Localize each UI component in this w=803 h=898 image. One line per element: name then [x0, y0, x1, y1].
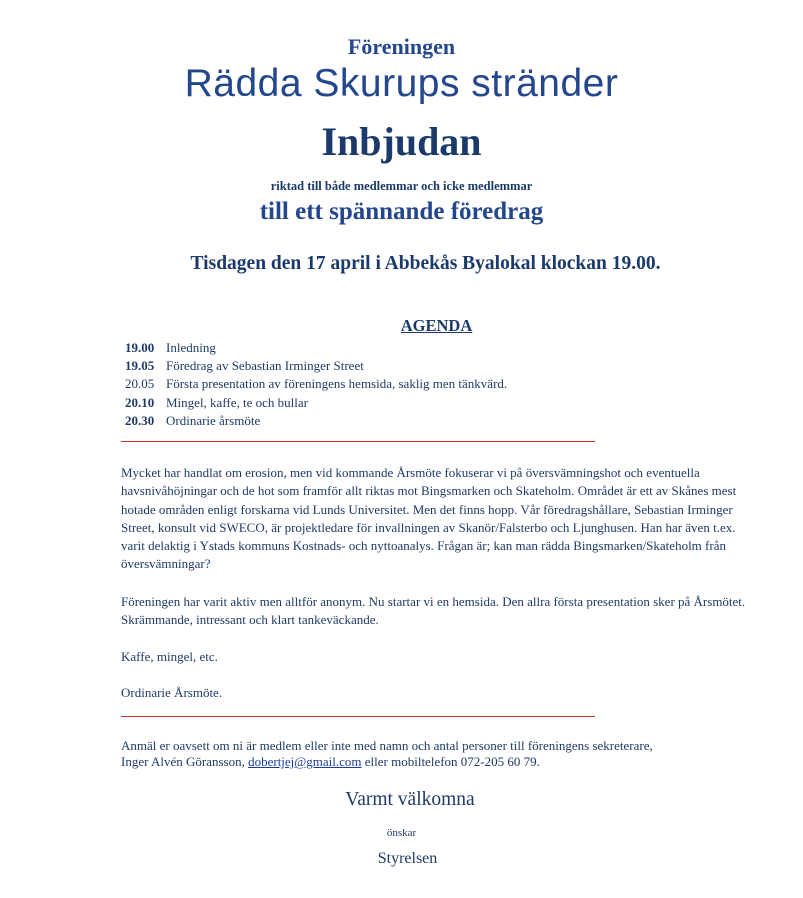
agenda-item	[125, 339, 507, 357]
body-paragraph-annual-meeting: Ordinarie Årsmöte.	[121, 685, 223, 700]
agenda-list	[125, 339, 507, 430]
agenda-time: 19.05	[125, 358, 155, 374]
event-description: till ett spännande föredrag	[259, 198, 544, 225]
divider-rule	[121, 716, 595, 717]
body-paragraph-coffee: Kaffe, mingel, etc.	[121, 649, 218, 664]
agenda-time: 20.30	[125, 412, 155, 428]
agenda-text: Föredrag av Sebastian Irminger Street	[166, 358, 364, 374]
registration-contact-name: Inger Alvén Göransson,	[121, 754, 249, 769]
registration-contact-line	[121, 754, 751, 770]
agenda-text: Mingel, kaffe, te och bullar	[166, 394, 308, 410]
registration-line: Anmäl er oavsett om ni är medlem eller inte med namn och antal personer till föreningens sekreterare,	[121, 738, 653, 753]
agenda-text: Inledning	[166, 340, 216, 355]
agenda-title: AGENDA	[400, 316, 473, 335]
event-datetime: Tisdagen den 17 april i Abbekås Byalokal klockan 19.00.	[190, 253, 661, 274]
agenda-text: Ordinarie årsmöte	[166, 412, 261, 428]
divider-rule	[121, 441, 595, 442]
agenda-item	[125, 357, 507, 375]
association-label: Föreningen	[347, 34, 456, 59]
agenda-text: Första presentation av föreningens hemsida, saklig men tänkvärd.	[166, 376, 508, 392]
agenda-item	[125, 412, 507, 430]
email-link[interactable]: dobertjej@gmail.com	[248, 754, 362, 769]
invitation-title: Inbjudan	[321, 119, 482, 164]
agenda-item	[125, 375, 507, 393]
agenda-item	[125, 394, 507, 412]
registration-phone: eller mobiltelefon 072-205 60 79.	[361, 754, 540, 769]
body-paragraph-flooding: Mycket har handlat om erosion, men vid kommande Årsmöte fokuserar vi på översvämningshot och eventuella havsnivåhöjningar och de hot som framför allt riktas mot Bingsmarken och Skateholm. Området är ett av Skånes mest hotade områden enligt forskarna vid Lunds Universitet. Men det finns hopp. Vår föredragshållare, Sebastian Irminger Street, konsult vid SWECO, är projektledare för invallningen av Skanör/Falsterbo och Ljunghusen. Han har även t.ex. varit delaktig i Ystads kommuns Kostnads- och nyttoanalys. Frågan är; kan man rädda Bingsmarken/Skateholm från översvämningar?	[121, 465, 737, 572]
agenda-time: 19.00	[125, 340, 155, 355]
closing-welcome: Varmt välkomna	[345, 789, 475, 810]
association-name: Rädda Skurups stränder	[184, 62, 619, 105]
agenda-time: 20.05	[125, 376, 155, 392]
body-paragraph-website: Föreningen har varit aktiv men alltför anonym. Nu startar vi en hemsida. Den allra första presentation sker på Årsmötet. Skrämmande, intressant och klart tankeväckande.	[121, 594, 746, 628]
agenda-time: 20.10	[125, 394, 155, 410]
registration-paragraph	[121, 738, 751, 770]
closing-wish: önskar	[386, 827, 417, 839]
audience-subtitle: riktad till både medlemmar och icke medlemmar	[270, 179, 533, 193]
closing-signature: Styrelsen	[377, 850, 438, 867]
